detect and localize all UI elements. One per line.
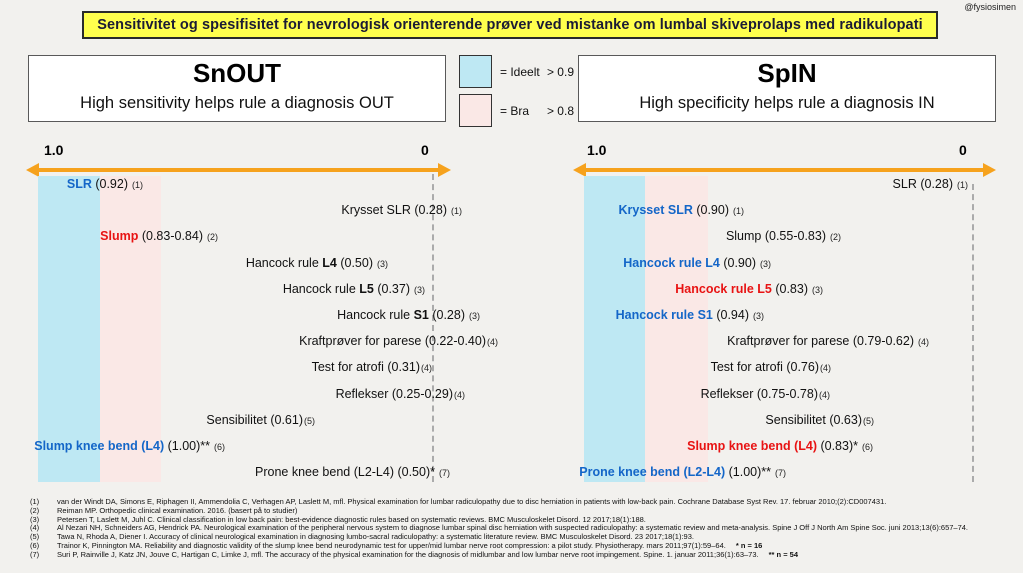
test-value: (1.00)** [164,439,210,453]
reference-text: Al Nezari NH, Schneiders AG, Hendrick PA. Neurological examination of the peripheral nervous system to diagnose lumbar spinal disc herniation with suspected radiculopathy: a systematic review and meta-analysis. Spine J Off J North Am Spine Soc. juni 2013;13(6):657–74. [57,523,969,533]
reference-marker: (5) [304,415,315,426]
ideal-color-swatch [459,55,492,88]
spin-good-band [645,176,708,482]
reference-marker: (6) [862,442,873,452]
sample-size-note: ** n = 54 [768,549,799,559]
spin-title: SpIN [757,58,817,88]
spin-test-row-prone-knee-bend-l2-l4 [579,464,786,480]
reference-marker: (3) [812,284,823,295]
reference-text: van der Windt DA, Simons E, Riphagen II, Ammendolia C, Verhagen AP, Laslett M, mfl. Physical examination for lumbar radiculopathy due to disc herniation in patients with low-back pain. Cochrane Database Syst Rev. 17. februar 2010;(2):CD007431. [57,497,887,506]
page-title: Sensitivitet og spesifisitet for nevrologisk orienterende prøver ved mistanke om lumbal skiveprolaps med radikulopati [97,17,923,33]
reference-text: Reiman MP. Orthopedic clinical examination. 2016. (basert på to studier) [57,505,298,515]
spin-test-row-reflekser [701,386,830,402]
ideal-legend-threshold: > 0.9 [546,65,574,79]
snout-header-box [28,55,446,122]
test-value: (0.22-0.40) [421,334,486,349]
snout-test-row-hancock-rule-l5 [283,281,425,297]
test-value: (1.00)** [725,465,771,480]
reference-number: (1) [30,497,40,506]
spin-subtitle: High specificity helps rule a diagnosis IN [639,94,935,112]
snout-test-row-slump [100,228,218,244]
reference-marker: (3) [753,311,764,321]
snout-test-row-hancock-rule-l4 [246,255,388,271]
test-name: Hancock rule [245,255,323,270]
test-name-emphasis: SLR [66,177,92,191]
spin-test-row-slr [893,176,968,192]
test-value: (0.28) [410,203,447,218]
test-name: Kraftprøver for parese [727,334,850,349]
test-name-emphasis: Prone knee bend (L2-L4) [579,465,726,480]
snout-scale-start-label: 1.0 [44,142,64,158]
spin-header-box [578,55,996,122]
reference-text: Trainor K, Pinnington MA. Reliability and diagnostic validity of the slump knee bend neurodynamic test for upper/mid lumbar nerve root compression: a pilot study. Physiotherapy. mars 2011;97(1):59–64. [57,540,726,550]
reference-number: (7) [30,549,40,559]
test-name: Hancock rule [282,281,360,296]
test-name: Reflekser [335,386,389,401]
spin-scale-start-label: 1.0 [587,142,607,158]
spin-arrowhead-left-icon [573,163,586,177]
snout-zero-dashed-line [432,174,434,482]
reference-marker: (3) [760,258,771,269]
snout-arrowhead-left-icon [26,163,39,177]
test-value: (0.94) [712,308,749,322]
test-value: (0.37) [373,281,410,296]
author-handle: @fysiosimen [964,2,1016,12]
test-value: (0.83) [771,281,808,296]
test-value: (0.25-0.29) [388,386,453,401]
spin-test-row-slump-knee-bend-l4 [687,438,873,454]
test-name: Sensibilitet [206,412,267,427]
reference-marker: (1) [957,180,968,190]
test-value: (0.90) [719,255,756,270]
reference-number: (4) [30,523,40,533]
test-name-emphasis: Hancock rule L4 [623,255,720,270]
test-name: Test for atrofi [710,360,783,375]
test-name: Krysset SLR [341,203,411,218]
snout-test-row-krysset-slr [341,202,462,218]
test-value: (0.61) [266,412,303,427]
test-name: Slump [725,229,762,244]
title-banner [82,11,938,39]
reference-marker: (7) [439,468,450,479]
test-value: (0.83-0.84) [138,229,203,244]
spin-zero-dashed-line [972,184,974,482]
snout-scale-end-label: 0 [421,142,429,158]
spin-test-row-hancock-rule-l5 [675,281,823,297]
snout-title: SnOUT [192,58,282,88]
reference-item [30,551,1018,560]
reference-number: (5) [30,532,40,542]
test-value: (0.50) [336,255,373,270]
test-name: Sensibilitet [765,412,826,427]
reference-marker: (1) [132,180,143,190]
good-color-swatch [459,94,492,127]
reference-marker: (4) [454,389,465,400]
spin-arrowhead-right-icon [983,163,996,177]
snout-test-row-prone-knee-bend-l2-l4 [255,464,450,480]
reference-marker: (2) [830,232,841,243]
snout-test-row-test-for-atrofi [312,359,432,375]
test-name: Test for atrofi [311,360,384,375]
reference-number: (2) [30,505,40,515]
snout-good-band [100,176,161,482]
test-name: SLR [892,177,917,191]
reference-marker: (5) [863,415,874,426]
test-value: (0.63) [825,412,862,427]
test-name-emphasis: S1 [413,308,429,322]
spin-test-row-krysset-slr [619,202,744,218]
reference-text: Petersen T, Laslett M, Juhl C. Clinical classification in low back pain: best-evidence diagnostic rules based on systematic reviews. BMC Musculoskelet Disord. 12 2017;18(1):188. [57,514,646,524]
snout-test-row-reflekser [336,386,465,402]
reference-marker: (4) [487,337,498,348]
test-name-emphasis: Slump knee bend (L4) [34,439,165,453]
snout-ideal-band [38,176,100,482]
test-value: (0.31) [383,360,420,375]
test-name: Reflekser [700,386,754,401]
reference-marker: (3) [414,284,425,295]
reference-number: (6) [30,540,40,550]
reference-marker: (3) [377,258,388,269]
test-name-emphasis: L5 [359,281,374,296]
test-value: (0.83)* [817,439,858,453]
reference-marker: (4) [421,363,432,374]
snout-arrowhead-right-icon [438,163,451,177]
spin-scale-end-label: 0 [959,142,967,158]
spin-test-row-hancock-rule-s1 [616,307,764,323]
good-legend-prefix: = Bra [500,104,530,118]
snout-test-row-sensibilitet [206,412,315,428]
spin-test-row-sensibilitet [765,412,874,428]
snout-scale-arrow [38,168,438,172]
spin-ideal-band [584,176,645,482]
test-name-emphasis: Slump knee bend (L4) [687,439,817,453]
test-name-emphasis: Krysset SLR [618,203,693,218]
reference-marker: (7) [775,468,786,479]
reference-text: Tawa N, Rhoda A, Diener I. Accuracy of clinical neurological examination in diagnosing lumbo-sacral radiculopathy: a systematic literature review. BMC Musculoskelet Disord. 23 2017;18(1):93. [57,532,694,542]
snout-test-row-slump-knee-bend-l4 [34,438,225,454]
reference-text: Suri P, Rainville J, Katz JN, Jouve C, Hartigan C, Limke J, mfl. The accuracy of the physical examination for the diagnosis of midlumbar and low lumbar nerve root impingement. Spine. 1. januar 2011;36(1):63–73. [57,549,759,559]
reference-marker: (3) [469,311,480,321]
reference-number: (3) [30,514,40,524]
test-name-emphasis: Hancock rule S1 [615,308,713,322]
reference-marker: (4) [819,389,830,400]
reference-marker: (6) [214,442,225,452]
snout-test-row-slr [67,176,143,192]
sample-size-note: * n = 16 [735,540,763,550]
spin-test-row-hancock-rule-l4 [623,255,771,271]
reference-marker: (2) [207,232,218,243]
reference-marker: (1) [733,206,744,217]
ideal-legend-prefix: = Ideelt [500,65,540,79]
test-value: (0.76) [782,360,819,375]
spin-test-row-slump [726,228,841,244]
test-name: Kraftprøver for parese [299,334,422,349]
good-legend-label [500,104,574,118]
test-value: (0.90) [692,203,729,218]
spin-test-row-kraftpr-ver-for-parese [727,333,929,349]
test-value: (0.50)* [394,465,435,480]
reference-marker: (1) [451,206,462,217]
spin-scale-arrow [585,168,983,172]
snout-subtitle: High sensitivity helps rule a diagnosis OUT [80,94,394,112]
test-name-emphasis: Slump [100,229,139,244]
spin-test-row-test-for-atrofi [711,359,831,375]
references-list [30,498,1018,560]
test-name: Hancock rule [337,308,414,322]
good-legend-threshold: > 0.8 [546,104,574,118]
test-value: (0.79-0.62) [849,334,914,349]
snout-test-row-kraftpr-ver-for-parese [299,333,498,349]
reference-marker: (4) [820,363,831,374]
test-value: (0.28) [916,177,953,191]
test-name: Prone knee bend (L2-L4) [255,465,394,480]
test-value: (0.92) [91,177,128,191]
ideal-legend-label [500,65,574,79]
test-value: (0.55-0.83) [761,229,826,244]
test-name-emphasis: Hancock rule L5 [675,281,772,296]
reference-marker: (4) [918,337,929,348]
test-value: (0.28) [428,308,465,322]
test-name-emphasis: L4 [322,255,337,270]
snout-test-row-hancock-rule-s1 [337,307,480,323]
test-value: (0.75-0.78) [753,386,818,401]
